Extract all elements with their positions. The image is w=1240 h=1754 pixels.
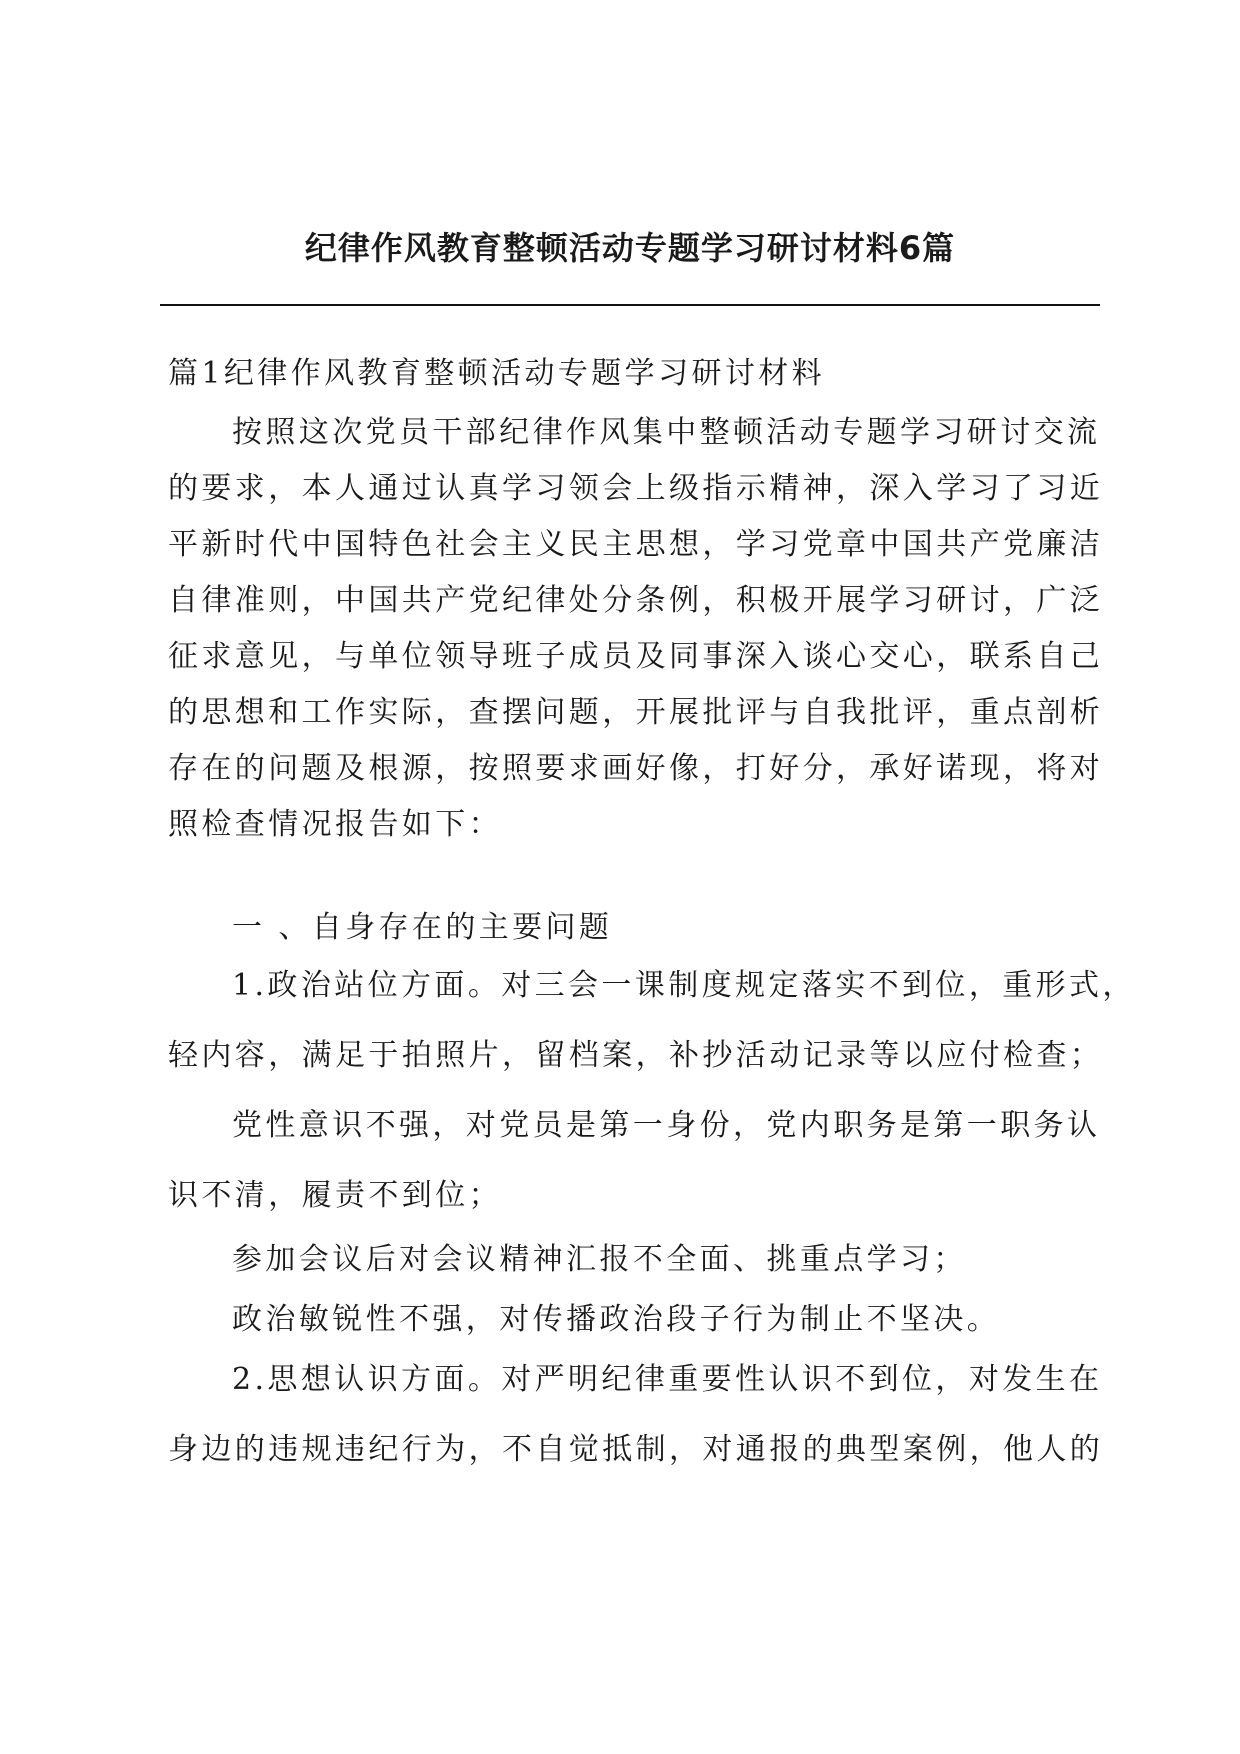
intro-line: 征求意见，与单位领导班子成员及同事深入谈心交心，联系自己 bbox=[168, 639, 1104, 674]
intro-line: 自律准则，中国共产党纪律处分条例，积极开展学习研讨，广泛 bbox=[168, 583, 1104, 618]
title-underline bbox=[160, 304, 1100, 306]
intro-line: 的要求，本人通过认真学习领会上级指示精神，深入学习了习近 bbox=[168, 471, 1104, 506]
item2-line2: 身边的违规违纪行为，不自觉抵制，对通报的典型案例，他人的 bbox=[168, 1432, 1104, 1467]
intro-line: 照检查情况报告如下： bbox=[168, 807, 502, 842]
item2-line1: 2.思想认识方面。对严明纪律重要性认识不到位，对发生在 bbox=[232, 1362, 1103, 1397]
intro-line: 按照这次党员干部纪律作风集中整顿活动专题学习研讨交流 bbox=[232, 415, 1101, 450]
intro-line: 的思想和工作实际，查摆问题，开展批评与自我批评，重点剖析 bbox=[168, 695, 1104, 730]
intro-line: 平新时代中国特色社会主义民主思想，学习党章中国共产党廉洁 bbox=[168, 527, 1104, 562]
document-title: 纪律作风教育整顿活动专题学习研讨材料6篇 bbox=[304, 229, 956, 267]
part1-heading: 一 、自身存在的主要问题 bbox=[232, 910, 613, 945]
item1-line2: 轻内容，满足于拍照片，留档案，补抄活动记录等以应付检查； bbox=[168, 1038, 1104, 1073]
intro-paragraph bbox=[168, 405, 1104, 853]
item1c: 参加会议后对会议精神汇报不全面、挑重点学习； bbox=[232, 1242, 967, 1277]
item1b-line2: 识不清，履责不到位； bbox=[168, 1178, 502, 1213]
intro-line: 存在的问题及根源，按照要求画好像，打好分，承好诺现，将对 bbox=[168, 751, 1104, 786]
item1d: 政治敏锐性不强，对传播政治段子行为制止不坚决。 bbox=[232, 1302, 1001, 1337]
item1-line1: 1.政治站位方面。对三会一课制度规定落实不到位，重形式， bbox=[232, 968, 1136, 1003]
section-heading: 篇1纪律作风教育整顿活动专题学习研讨材料 bbox=[168, 356, 826, 391]
item1b-line1: 党性意识不强，对党员是第一身份，党内职务是第一职务认 bbox=[232, 1108, 1101, 1143]
